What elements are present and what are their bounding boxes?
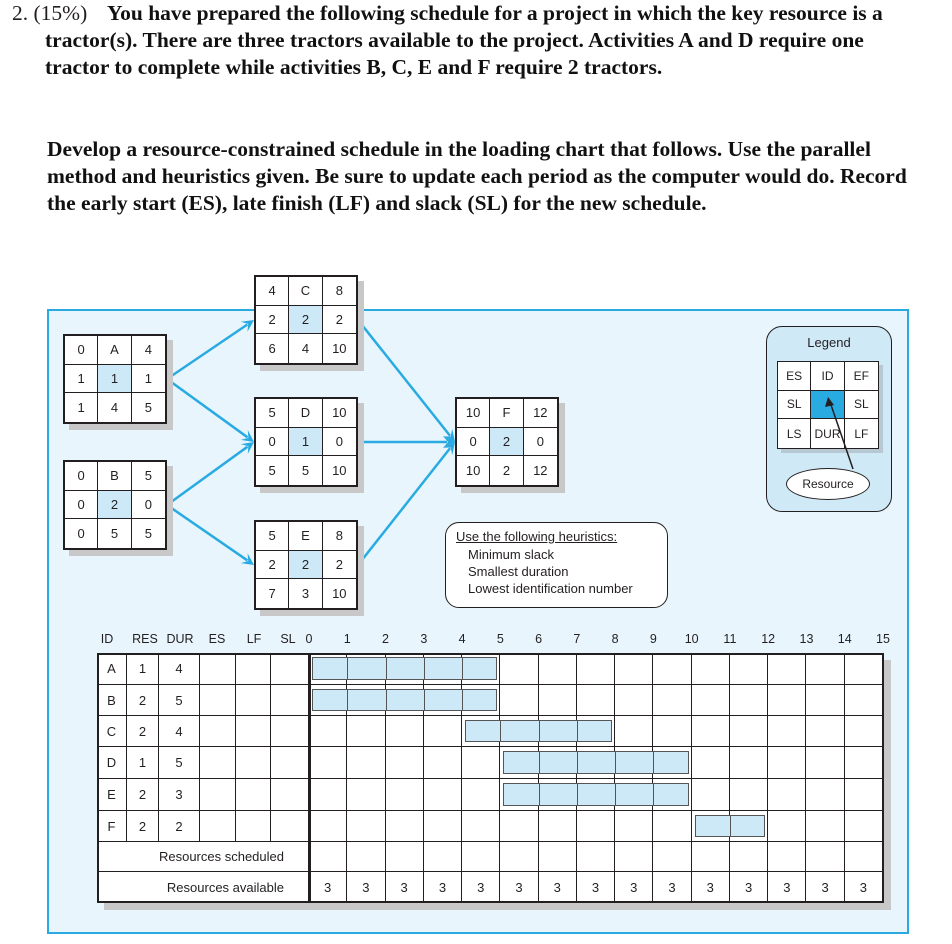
heuristic-item: Minimum slack [468, 547, 554, 562]
cell-lf [236, 653, 271, 685]
period-cell [845, 779, 883, 811]
resources-scheduled-cell [730, 842, 768, 872]
period-cell [768, 811, 806, 842]
node-cell: 0 [65, 462, 98, 491]
period-cell [768, 685, 806, 716]
node-cell: 12 [524, 399, 557, 428]
resources-scheduled-cell [386, 842, 424, 872]
node-cell: 1 [289, 428, 322, 457]
period-cell [539, 811, 577, 842]
cell-sl [271, 747, 309, 779]
node-cell: 10 [332, 463, 347, 479]
node-cell: D [289, 399, 322, 428]
node-cell: 1 [98, 365, 131, 394]
node-cell: 10 [457, 456, 490, 485]
cell-res: 2 [127, 685, 159, 716]
bar-gridline [386, 690, 387, 710]
cell-id: F [97, 811, 127, 842]
period-cell [653, 653, 691, 685]
resources-scheduled-cell [577, 842, 615, 872]
resources-scheduled-label: Resources scheduled [97, 842, 309, 872]
node-cell: 2 [490, 428, 523, 457]
question-paragraph-2: Develop a resource-constrained schedule in the loading chart that follows. Use the parallel method and heuristics given. Be sure to update each period as the computer would do. Record the early start (ES), late finish (LF) and slack (SL) for the new schedule. [47, 137, 907, 215]
period-cell [386, 779, 424, 811]
cell-lf [236, 811, 271, 842]
cell-es [200, 747, 236, 779]
node-cell: 0 [65, 519, 98, 548]
node-cell: 5 [256, 399, 289, 428]
resources-available-cell: 3 [730, 872, 768, 903]
bar-gridline [539, 784, 540, 805]
period-cell [309, 811, 347, 842]
period-cell [500, 811, 538, 842]
resources-scheduled-cell [692, 842, 730, 872]
resources-available-cell: 3 [768, 872, 806, 903]
cell-sl [271, 779, 309, 811]
bar-gridline [615, 784, 616, 805]
legend-cell: ID [811, 362, 844, 391]
period-cell [806, 811, 844, 842]
bar-gridline [424, 658, 425, 679]
cell-es [200, 811, 236, 842]
period-cell [806, 747, 844, 779]
period-cell [500, 685, 538, 716]
period-label: 5 [496, 632, 504, 646]
heuristic-item: Lowest identification number [468, 581, 633, 596]
period-cell [347, 811, 385, 842]
period-cell [347, 779, 385, 811]
bar-gridline [539, 752, 540, 773]
activity-node-e [254, 520, 358, 610]
legend-cell: LF [854, 426, 869, 441]
period-cell [806, 779, 844, 811]
resources-scheduled-cell [539, 842, 577, 872]
period-cell [577, 685, 615, 716]
column-header-lf: LF [246, 632, 262, 646]
node-cell: 2 [256, 306, 289, 335]
question-number: 2. (15%) [12, 1, 88, 25]
period-label: 15 [876, 632, 890, 646]
node-cell: F [490, 399, 523, 428]
period-cell [768, 716, 806, 747]
legend-cell: DUR [811, 419, 844, 448]
period-cell [692, 716, 730, 747]
cell-es [200, 685, 236, 716]
period-label: 3 [420, 632, 428, 646]
legend [766, 326, 892, 512]
period-cell [845, 811, 883, 842]
legend-cell: EF [845, 362, 878, 391]
cell-res: 2 [127, 779, 159, 811]
node-cell: 0 [457, 428, 490, 457]
period-label: 11 [723, 632, 737, 646]
period-label: 10 [684, 632, 699, 646]
bar-gridline [577, 752, 578, 773]
bar-gridline [653, 784, 654, 805]
resources-available-cell: 3 [845, 872, 883, 903]
period-cell [462, 811, 500, 842]
node-cell: 1 [132, 365, 165, 394]
period-cell [845, 685, 883, 716]
cell-lf [236, 747, 271, 779]
bar-gridline [653, 752, 654, 773]
period-cell [615, 811, 653, 842]
period-label: 14 [837, 632, 852, 646]
resources-available-cell: 3 [577, 872, 615, 903]
loading-chart-divider [309, 653, 311, 903]
activity-node-b [63, 460, 167, 550]
period-cell [539, 685, 577, 716]
bar-gridline [577, 784, 578, 805]
cell-sl [271, 653, 309, 685]
question-paragraph-1: You have prepared the following schedule for a project in which the key resource is a tractor(s). There are three tractors available to the project. Activities A and D require one tractor to complete while activities B, C, E and F require 2 tractors. [45, 1, 883, 79]
period-cell [806, 716, 844, 747]
cell-es [200, 716, 236, 747]
cell-id: E [97, 779, 127, 811]
resources-available-label: Resources available [97, 872, 309, 903]
resources-scheduled-cell [500, 842, 538, 872]
resources-scheduled-cell [309, 842, 347, 872]
period-cell [615, 716, 653, 747]
period-cell [653, 811, 691, 842]
activity-node-d [254, 397, 358, 487]
cell-res: 1 [127, 747, 159, 779]
period-cell [615, 653, 653, 685]
node-cell: 5 [256, 456, 289, 485]
period-cell [730, 653, 768, 685]
resources-scheduled-cell [845, 842, 883, 872]
period-label: 0 [305, 632, 313, 646]
node-cell: 8 [323, 277, 356, 306]
resources-scheduled-cell [462, 842, 500, 872]
resources-available-cell: 3 [539, 872, 577, 903]
period-cell [845, 747, 883, 779]
bar-gridline [500, 721, 501, 741]
node-cell: 10 [457, 399, 490, 428]
period-cell [309, 716, 347, 747]
node-cell: 6 [256, 334, 289, 363]
column-header-dur: DUR [166, 632, 194, 646]
resources-scheduled-cell [347, 842, 385, 872]
bar-gridline [347, 658, 348, 679]
cell-es [200, 653, 236, 685]
node-cell: 0 [132, 491, 165, 520]
cell-id: D [97, 747, 127, 779]
period-cell [730, 716, 768, 747]
period-cell [577, 811, 615, 842]
node-cell: 4 [289, 334, 322, 363]
arrow-C-F [358, 320, 450, 436]
node-cell: 10 [323, 399, 356, 428]
period-cell [845, 653, 883, 685]
node-cell: 2 [323, 551, 356, 580]
cell-lf [236, 779, 271, 811]
period-cell [768, 747, 806, 779]
cell-dur: 4 [159, 716, 200, 747]
activity-node-c [254, 275, 358, 365]
activity-node-f [455, 397, 559, 487]
node-cell: 1 [65, 365, 98, 394]
period-cell [730, 747, 768, 779]
node-cell: 5 [132, 462, 165, 491]
period-cell [424, 747, 462, 779]
bar-gridline [462, 690, 463, 710]
resources-available-cell: 3 [500, 872, 538, 903]
period-cell [806, 685, 844, 716]
legend-cell: SL [845, 391, 878, 420]
resources-available-cell: 3 [615, 872, 653, 903]
node-cell: 4 [132, 336, 165, 365]
period-cell [500, 653, 538, 685]
activity-node-a [63, 334, 167, 424]
cell-dur: 4 [159, 653, 200, 685]
node-cell: 2 [490, 456, 523, 485]
period-cell [386, 747, 424, 779]
cell-sl [271, 716, 309, 747]
node-cell: 2 [289, 306, 322, 335]
period-cell [462, 747, 500, 779]
period-cell [424, 716, 462, 747]
gantt-bar-f [695, 815, 766, 837]
resources-available-cell: 3 [347, 872, 385, 903]
period-label: 2 [382, 632, 389, 646]
resources-scheduled-cell [768, 842, 806, 872]
node-cell: 0 [65, 336, 98, 365]
period-cell [730, 779, 768, 811]
period-cell [577, 653, 615, 685]
period-cell [615, 685, 653, 716]
node-cell: 1 [65, 393, 98, 422]
legend-cell: LS [778, 419, 811, 448]
arrow-E-F [358, 448, 450, 565]
node-cell: C [289, 277, 322, 306]
period-cell [347, 747, 385, 779]
cell-id: A [97, 653, 127, 685]
gantt-bar-d [503, 751, 688, 774]
period-cell [806, 653, 844, 685]
cell-res: 1 [127, 653, 159, 685]
period-label: 4 [458, 632, 466, 646]
period-cell [424, 779, 462, 811]
period-label: 6 [535, 632, 543, 646]
cell-dur: 3 [159, 779, 200, 811]
node-cell: 2 [256, 551, 289, 580]
arrow-B-D [167, 447, 248, 505]
resources-scheduled-cell [424, 842, 462, 872]
period-cell [386, 811, 424, 842]
column-header-id: ID [100, 632, 114, 646]
period-cell [309, 747, 347, 779]
period-label: 7 [573, 632, 581, 646]
node-cell: 5 [144, 400, 152, 416]
period-cell [347, 716, 385, 747]
bar-gridline [462, 658, 463, 679]
cell-res: 2 [127, 811, 159, 842]
period-label: 9 [649, 632, 657, 646]
node-cell: 2 [98, 491, 131, 520]
cell-res: 2 [127, 716, 159, 747]
node-cell: 5 [144, 526, 152, 542]
gantt-bar-b [312, 689, 497, 711]
resources-scheduled-cell [806, 842, 844, 872]
node-cell: 7 [256, 579, 289, 608]
arrow-A-D [167, 379, 248, 437]
resource-bubble: Resource [786, 468, 870, 500]
bar-gridline [424, 690, 425, 710]
period-cell [309, 779, 347, 811]
resources-scheduled-cell [653, 842, 691, 872]
node-cell: 0 [524, 428, 557, 457]
cell-es [200, 779, 236, 811]
node-cell: A [98, 336, 131, 365]
legend-cell: SL [778, 391, 811, 420]
period-cell [692, 685, 730, 716]
node-cell: 8 [323, 522, 356, 551]
node-cell: 12 [533, 463, 548, 479]
node-cell: E [289, 522, 322, 551]
node-cell: 4 [256, 277, 289, 306]
period-cell [424, 811, 462, 842]
cell-sl [271, 811, 309, 842]
period-cell [768, 653, 806, 685]
heuristics-box [445, 522, 668, 608]
bar-gridline [615, 752, 616, 773]
period-label: 1 [343, 632, 351, 646]
resources-available-cell: 3 [692, 872, 730, 903]
heuristic-item: Smallest duration [468, 564, 569, 579]
resources-available-cell: 3 [386, 872, 424, 903]
period-cell [730, 685, 768, 716]
node-cell: 10 [332, 586, 347, 602]
heuristics-title: Use the following heuristics: [456, 529, 618, 544]
legend-title: Legend [807, 335, 851, 350]
period-cell [653, 685, 691, 716]
node-cell: 5 [289, 456, 322, 485]
cell-id: C [97, 716, 127, 747]
node-cell: 5 [256, 522, 289, 551]
arrow-B-E [167, 505, 247, 560]
column-header-res: RES [132, 632, 158, 646]
bar-gridline [730, 816, 731, 836]
period-cell [386, 716, 424, 747]
arrow-A-C [167, 324, 247, 379]
column-header-sl: SL [280, 632, 296, 646]
period-cell [653, 716, 691, 747]
cell-dur: 2 [159, 811, 200, 842]
node-cell: 2 [289, 551, 322, 580]
cell-dur: 5 [159, 685, 200, 716]
period-cell [692, 747, 730, 779]
period-cell [692, 653, 730, 685]
bar-gridline [539, 721, 540, 741]
period-label: 12 [761, 632, 776, 646]
bar-gridline [386, 658, 387, 679]
node-cell: 0 [65, 491, 98, 520]
period-label: 13 [799, 632, 814, 646]
resources-available-cell: 3 [462, 872, 500, 903]
bar-gridline [347, 690, 348, 710]
resources-scheduled-cell [615, 842, 653, 872]
period-cell [845, 716, 883, 747]
cell-lf [236, 685, 271, 716]
resources-available-cell: 3 [806, 872, 844, 903]
resources-available-cell: 3 [653, 872, 691, 903]
node-cell: 4 [98, 393, 131, 422]
bar-gridline [577, 721, 578, 741]
cell-sl [271, 685, 309, 716]
resources-available-cell: 3 [424, 872, 462, 903]
node-cell: 0 [256, 428, 289, 457]
node-cell: 5 [98, 519, 131, 548]
period-cell [462, 779, 500, 811]
gantt-bar-a [312, 657, 497, 680]
gantt-bar-e [503, 783, 688, 806]
legend-cell: ES [778, 362, 811, 391]
resources-available-cell: 3 [309, 872, 347, 903]
node-cell: 10 [332, 341, 347, 357]
cell-dur: 5 [159, 747, 200, 779]
period-label: 8 [611, 632, 619, 646]
cell-lf [236, 716, 271, 747]
question-weight: (15%) [33, 1, 88, 25]
gantt-bar-c [465, 720, 612, 742]
period-cell [768, 779, 806, 811]
cell-id: B [97, 685, 127, 716]
node-cell: 2 [323, 306, 356, 335]
node-cell: 0 [323, 428, 356, 457]
period-cell [692, 779, 730, 811]
column-header-es: ES [208, 632, 226, 646]
node-cell: B [98, 462, 131, 491]
node-cell: 3 [289, 579, 322, 608]
period-cell [539, 653, 577, 685]
